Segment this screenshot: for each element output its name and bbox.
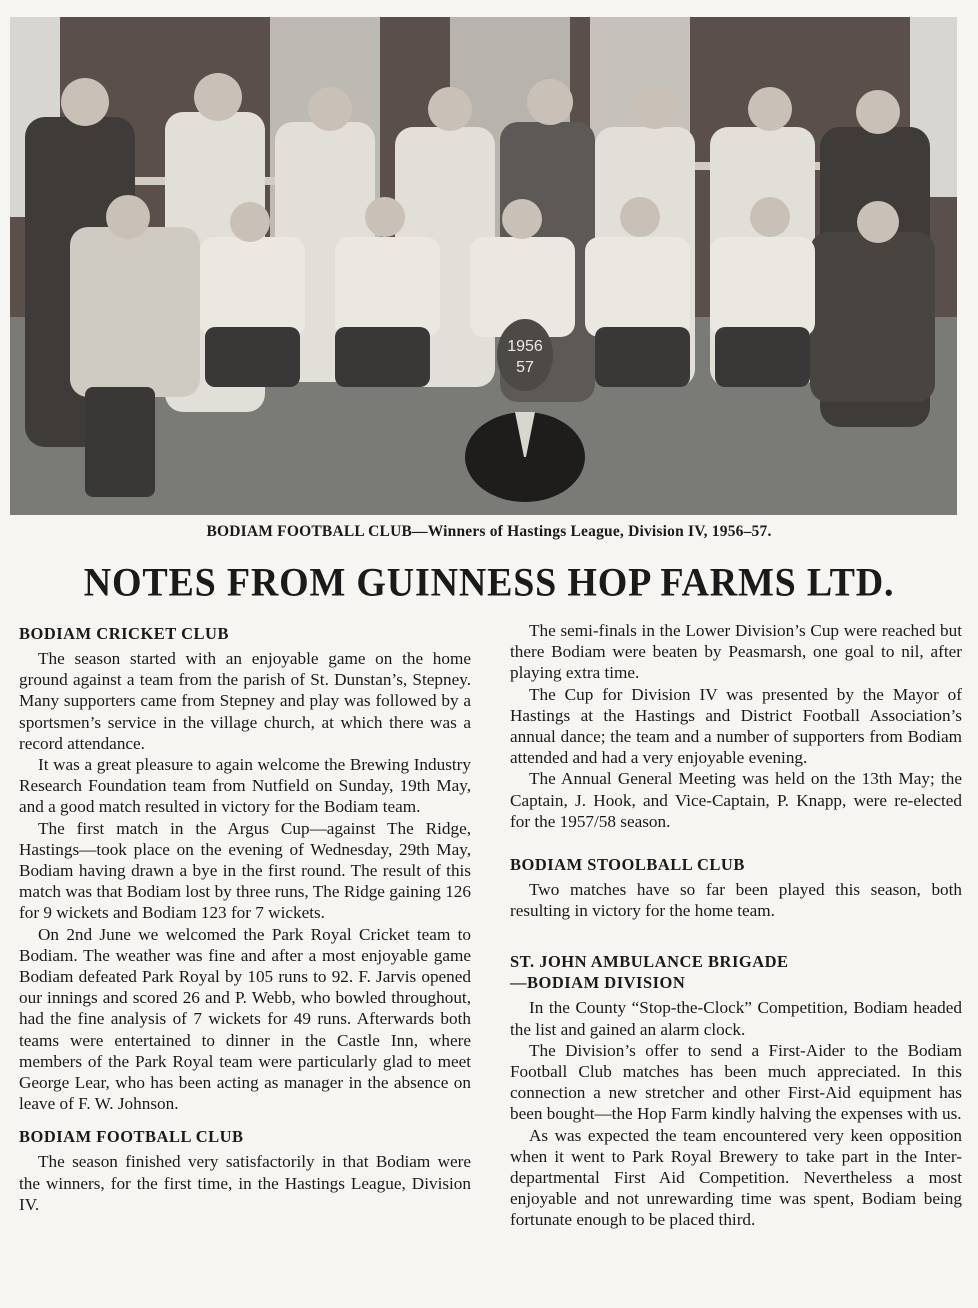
section-cricket	[19, 623, 471, 1114]
right-column	[510, 620, 962, 1231]
paragraph: It was a great pleasure to again welcome the Brewing Industry Research Foundation team from Nutfield on Sunday, 19th May, and a good match resulted in victory for the Bodiam team.	[19, 755, 471, 817]
paragraph: The semi-finals in the Lower Division’s Cup were reached but there Bodiam were beaten by Peasmarsh, one goal to nil, after playing extra time.	[510, 621, 962, 683]
section-ambulance	[510, 951, 962, 1230]
team-photograph	[10, 17, 957, 515]
section-football-continued	[510, 620, 962, 832]
photo-caption	[0, 523, 978, 541]
page-headline: NOTES FROM GUINNESS HOP FARMS LTD.	[83, 560, 895, 606]
paragraph: The Cup for Division IV was presented by the Mayor of Hastings at the Hastings and District Football Association’s annual dance; the team and a number of supporters from Bodiam attended and had a very enjoyable evening.	[510, 684, 962, 768]
paragraph: The Annual General Meeting was held on the 13th May; the Captain, J. Hook, and Vice-Captain, P. Knapp, were re-elected for the 1957/58 season.	[510, 769, 962, 831]
caption-title: BODIAM FOOTBALL CLUB	[206, 523, 412, 540]
football	[497, 319, 553, 391]
paragraph: The first match in the Argus Cup—against The Ridge, Hastings—took place on the evening of Wednesday, 29th May, Bodiam having drawn a bye in the first round. The result of this match was that Bodiam lost by three runs, The Ridge gaining 126 for 9 wickets and Bodiam 123 for 7 wickets.	[19, 818, 471, 923]
team-photo-illustration	[10, 17, 957, 515]
paragraph: Two matches have so far been played this season, both resulting in victory for the home team.	[510, 880, 962, 921]
section-heading: BODIAM CRICKET CLUB	[19, 624, 229, 643]
paragraph: In the County “Stop-the-Clock” Competition, Bodiam headed the list and gained an alarm clock.	[510, 998, 962, 1039]
section-heading: BODIAM STOOLBALL CLUB	[510, 855, 745, 875]
paragraph: The season started with an enjoyable game on the home ground against a team from the parish of St. Dunstan’s, Stepney. Many supporters came from Stepney and play was followed by a sportsmen’s service in the village church, at which there was a record attendance.	[19, 649, 471, 753]
paragraph: The season finished very satisfactorily in that Bodiam were the winners, for the first time, in the Hastings League, Division IV.	[19, 1152, 471, 1214]
section-stoolball	[510, 854, 962, 921]
paragraph: The Division’s offer to send a First-Aider to the Bodiam Football Club matches has been much appreciated. In this connection a new stretcher and other First-Aid equipment has been bought—the Hop Farm kindly halving the expenses with us.	[510, 1040, 962, 1124]
ball-year-top: 1956	[507, 338, 543, 355]
section-football	[19, 1126, 471, 1215]
section-heading: BODIAM FOOTBALL CLUB	[19, 1127, 244, 1147]
heading-line: ST. JOHN AMBULANCE BRIGADE	[510, 952, 789, 972]
ball-year-bottom: 57	[516, 359, 534, 376]
caption-detail: —Winners of Hastings League, Division IV, 1956–57.	[412, 523, 772, 540]
section-heading	[510, 951, 962, 993]
paragraph: As was expected the team encountered very keen opposition when it went to Park Royal Brewery to take part in the Inter-departmental First Aid Competition. Nevertheless a most enjoyable and not unrewarding time was spent, Bodiam being fortunate enough to be placed third.	[510, 1125, 962, 1230]
paragraph: On 2nd June we welcomed the Park Royal Cricket team to Bodiam. The weather was fine and after a most enjoyable game Bodiam defeated Park Royal by 105 runs to 92. F. Jarvis opened our innings and scored 26 and P. Webb, who bowled throughout, had the fine analysis of 7 wickets for 49 runs. Afterwards both teams were entertained to dinner in the Castle Inn, where members of the Park Royal team were particularly glad to meet George Lear, who has been acting as manager in the absence on leave of F. W. Johnson.	[19, 924, 471, 1114]
heading-line: —BODIAM DIVISION	[510, 973, 686, 993]
left-column	[19, 623, 471, 1215]
